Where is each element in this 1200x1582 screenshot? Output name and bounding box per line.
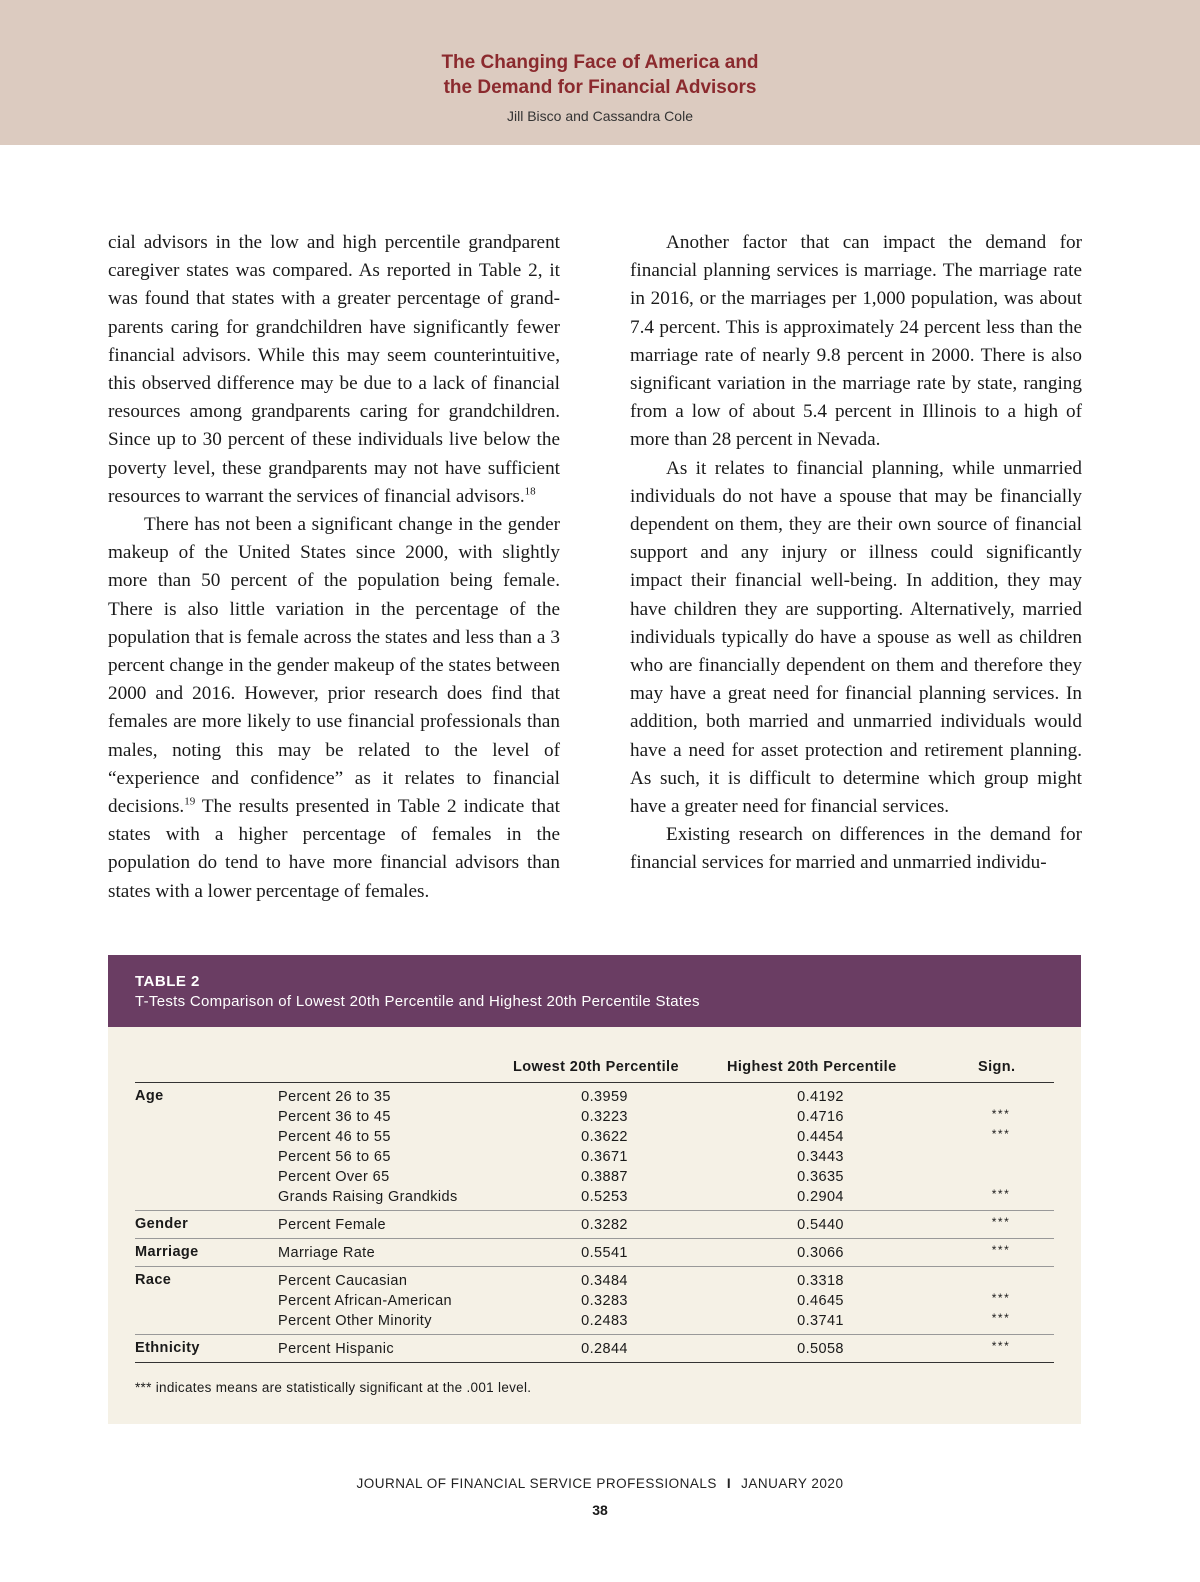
table-row: [135, 1167, 1054, 1187]
article-title-line-1: The Changing Face of America and: [441, 52, 759, 73]
cell-var: Percent 46 to 55: [278, 1129, 391, 1145]
left-text-column: [108, 229, 560, 906]
table-row: [135, 1127, 1054, 1147]
data-table: [135, 1055, 1054, 1363]
table-footnote: *** indicates means are statistically significant at the .001 level.: [135, 1380, 532, 1395]
table-group: [135, 1211, 1054, 1239]
table-row: [135, 1311, 1054, 1331]
cell-high: 0.3635: [797, 1169, 844, 1185]
issue-date: JANUARY 2020: [741, 1476, 844, 1491]
cell-var: Percent 56 to 65: [278, 1149, 391, 1165]
cell-high: 0.3066: [797, 1245, 844, 1261]
table-2: [108, 955, 1081, 1424]
article-authors: Jill Bisco and Cassandra Cole: [507, 108, 693, 124]
cell-sig: ***: [991, 1339, 1011, 1353]
cell-high: 0.3443: [797, 1149, 844, 1165]
table-row: [135, 1339, 1054, 1359]
table-row: [135, 1147, 1054, 1167]
cell-var: Percent 26 to 35: [278, 1089, 391, 1105]
table-group: [135, 1267, 1054, 1335]
table-column-headers: [135, 1055, 1054, 1083]
category-label: Age: [135, 1088, 164, 1104]
cell-var: Percent Caucasian: [278, 1273, 408, 1289]
cell-low: 0.3484: [581, 1273, 628, 1289]
category-label: Marriage: [135, 1244, 199, 1260]
cell-low: 0.2483: [581, 1313, 628, 1329]
cell-var: Marriage Rate: [278, 1245, 376, 1261]
cell-high: 0.3741: [797, 1313, 844, 1329]
cell-high: 0.5440: [797, 1217, 844, 1233]
cell-var: Grands Raising Grandkids: [278, 1189, 458, 1205]
category-label: Ethnicity: [135, 1340, 200, 1356]
cell-low: 0.3887: [581, 1169, 628, 1185]
footnote-ref: 18: [524, 485, 536, 498]
cell-low: 0.3283: [581, 1293, 628, 1309]
cell-low: 0.3282: [581, 1217, 628, 1233]
right-text-column: [630, 229, 1082, 878]
cell-high: 0.4645: [797, 1293, 844, 1309]
cell-var: Percent Other Minority: [278, 1313, 432, 1329]
cell-high: 0.2904: [797, 1189, 844, 1205]
cell-low: 0.3671: [581, 1149, 628, 1165]
footnote-ref: 19: [184, 795, 196, 808]
table-caption: T-Tests Comparison of Lowest 20th Percentile and Highest 20th Percentile States: [135, 993, 700, 1010]
cell-high: 0.3318: [797, 1273, 844, 1289]
cell-sig: ***: [991, 1311, 1011, 1325]
running-header: [0, 0, 1200, 145]
cell-var: Percent Over 65: [278, 1169, 390, 1185]
table-label: TABLE 2: [135, 973, 200, 990]
cell-low: 0.5541: [581, 1245, 628, 1261]
table-row: [135, 1107, 1054, 1127]
journal-name: JOURNAL OF FINANCIAL SERVICE PROFESSIONALS: [356, 1476, 717, 1491]
footer-separator: I: [726, 1476, 732, 1491]
page-number: 38: [592, 1502, 608, 1518]
paragraph: As it relates to financial planning, while unmarried individuals do not have a spouse that may be financially dependent on them, they are their own source of financial support and any injury or illness could significantly impact their financial well-being. In addition, they may have children they are supporting. Alternatively, married individuals typically do have a spouse as well as children who are financially dependent on them and therefore they may have a great need for financial planning services. In addition, both married and unmarried individuals would have a need for asset protection and retirement planning. As such, it is difficult to determine which group might have a greater need for financial services.: [630, 457, 1082, 818]
cell-low: 0.3959: [581, 1089, 628, 1105]
page-footer: [0, 1476, 1200, 1491]
paragraph: Existing research on differences in the demand for financial services for married and unmarried individu-: [630, 824, 1082, 874]
col-header-highest: Highest 20th Percentile: [727, 1059, 897, 1075]
cell-low: 0.5253: [581, 1189, 628, 1205]
table-group: [135, 1239, 1054, 1267]
table-row: [135, 1187, 1054, 1207]
cell-sig: ***: [991, 1215, 1011, 1229]
cell-low: 0.2844: [581, 1341, 628, 1357]
cell-low: 0.3622: [581, 1129, 628, 1145]
col-header-lowest: Lowest 20th Percentile: [513, 1059, 679, 1075]
paragraph: There has not been a significant change in the gender makeup of the United States since 2000, with slightly more than 50 percent of the population being female. There is also little variation in the percentage of the population that is female across the states and less than a 3 percent change in the gender makeup of the states between 2000 and 2016. However, prior research does find that females are more likely to use financial professionals than males, noting this may be related to the level of “experience and confidence” as it relates to financial decisions.$^{19}$ The results presented in Table 2 indicate that states with a higher percentage of females in the population do tend to have more financial advisors than states with a lower percentage of females.: [108, 514, 560, 902]
cell-sig: ***: [991, 1291, 1011, 1305]
cell-high: 0.4454: [797, 1129, 844, 1145]
table-row: [135, 1243, 1054, 1263]
table-row: [135, 1087, 1054, 1107]
col-header-significance: Sign.: [978, 1059, 1016, 1075]
cell-var: Percent 36 to 45: [278, 1109, 391, 1125]
category-label: Race: [135, 1272, 172, 1288]
cell-sig: ***: [991, 1107, 1011, 1121]
cell-var: Percent Female: [278, 1217, 386, 1233]
table-header-band: [108, 955, 1081, 1027]
cell-sig: ***: [991, 1127, 1011, 1141]
table-row: [135, 1291, 1054, 1311]
cell-low: 0.3223: [581, 1109, 628, 1125]
paragraph: Another factor that can impact the demand for financial planning services is marriage. The marriage rate in 2016, or the marriages per 1,000 population, was about 7.4 percent. This is approximately 24 percent less than the marriage rate of nearly 9.8 percent in 2000. There is also significant variation in the marriage rate by state, ranging from a low of about 5.4 percent in Illinois to a high of more than 28 percent in Nevada.: [630, 232, 1082, 451]
cell-high: 0.5058: [797, 1341, 844, 1357]
cell-high: 0.4716: [797, 1109, 844, 1125]
cell-sig: ***: [991, 1243, 1011, 1257]
article-title-line-2: the Demand for Financial Advisors: [443, 77, 757, 98]
table-group: [135, 1335, 1054, 1363]
table-group: [135, 1083, 1054, 1211]
category-label: Gender: [135, 1216, 189, 1232]
paragraph: cial advisors in the low and high percentile grandparent caregiver states was compared. As reported in Table 2, it was found that states with a greater percentage of grandparents caring for grandchildren have significantly fewer financial advisors. While this may seem counterintuitive, this observed difference may be due to a lack of financial resources among grandparents caring for grandchildren. Since up to 30 percent of these individuals live below the poverty level, these grandparents may not have sufficient resources to warrant the services of financial advisors.$^{18}$: [108, 232, 560, 507]
cell-sig: ***: [991, 1187, 1011, 1201]
cell-var: Percent Hispanic: [278, 1341, 395, 1357]
cell-high: 0.4192: [797, 1089, 844, 1105]
table-body: [135, 1083, 1054, 1363]
cell-var: Percent African-American: [278, 1293, 452, 1309]
table-row: [135, 1271, 1054, 1291]
table-row: [135, 1215, 1054, 1235]
